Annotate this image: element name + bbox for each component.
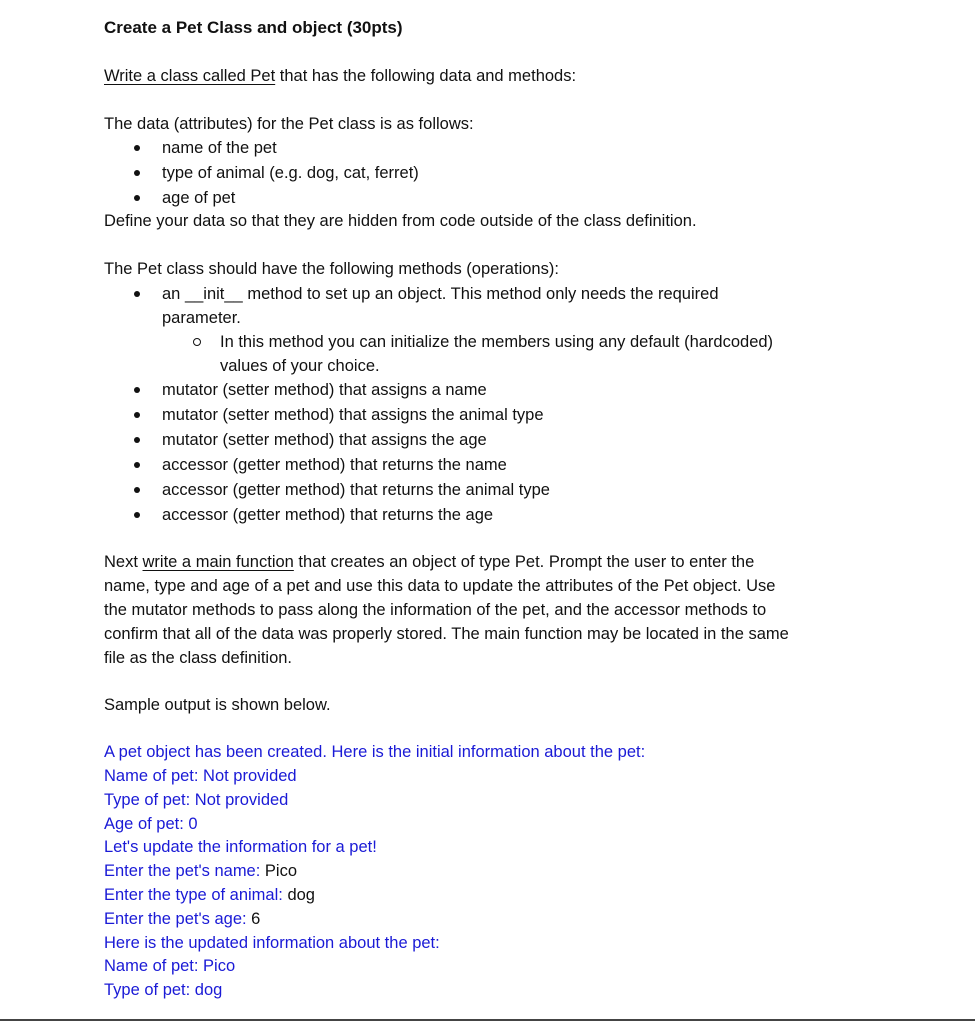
output-line xyxy=(104,885,315,905)
init-description-cont: parameter. xyxy=(162,309,241,327)
init-description: method to set up an object. This method only needs the required xyxy=(242,285,719,303)
bullet-icon xyxy=(134,145,140,151)
data-item: age of pet xyxy=(162,189,236,207)
method-item: accessor (getter method) that returns the animal type xyxy=(162,481,550,499)
output-prompt: Enter the type of animal: xyxy=(104,886,288,904)
main-paragraph-line: the mutator methods to pass along the information of the pet, and the accessor methods to xyxy=(104,601,767,619)
bullet-icon xyxy=(134,437,140,443)
main-paragraph-line: name, type and age of a pet and use this data to update the attributes of the Pet object. Use xyxy=(104,577,776,595)
method-item: mutator (setter method) that assigns the age xyxy=(162,431,487,449)
output-user-input: Pico xyxy=(264,862,298,880)
bullet-icon xyxy=(134,195,140,201)
bullet-icon xyxy=(134,291,140,297)
output-line: Type of pet: Not provided xyxy=(104,791,289,809)
output-line: Type of pet: dog xyxy=(104,981,223,999)
bullet-icon xyxy=(134,412,140,418)
method-item: mutator (setter method) that assigns a name xyxy=(162,381,487,399)
output-line: A pet object has been created. Here is the initial information about the pet: xyxy=(104,743,646,761)
data-heading: The data (attributes) for the Pet class is as follows: xyxy=(104,115,474,133)
data-item: name of the pet xyxy=(162,139,277,157)
page-title: Create a Pet Class and object (30pts) xyxy=(104,18,403,37)
output-line: Name of pet: Not provided xyxy=(104,767,297,785)
page-bottom-divider xyxy=(0,1019,975,1021)
bullet-icon xyxy=(134,512,140,518)
bullet-icon xyxy=(134,170,140,176)
main-paragraph-line xyxy=(104,552,754,572)
output-user-input: dog xyxy=(287,886,315,904)
bullet-icon xyxy=(134,462,140,468)
bullet-icon xyxy=(134,487,140,493)
init-subitem: In this method you can initialize the members using any default (hardcoded) xyxy=(220,333,774,351)
output-prompt: Enter the pet's name: xyxy=(104,862,265,880)
output-prompt: Enter the pet's age: xyxy=(104,910,252,928)
init-prefix: an xyxy=(162,285,185,303)
output-line xyxy=(104,909,260,929)
intro-line xyxy=(104,66,576,86)
method-item: accessor (getter method) that returns the age xyxy=(162,506,494,524)
main-paragraph-line: file as the class definition. xyxy=(104,649,293,667)
hollow-bullet-icon xyxy=(193,338,201,346)
main-underlined-text: write a main function xyxy=(142,553,294,571)
method-item: mutator (setter method) that assigns the animal type xyxy=(162,406,544,424)
output-line: Age of pet: 0 xyxy=(104,815,198,833)
data-item: type of animal (e.g. dog, cat, ferret) xyxy=(162,164,419,182)
output-line: Here is the updated information about the pet: xyxy=(104,934,440,952)
main-line1-rest: that creates an object of type Pet. Prompt the user to enter the xyxy=(293,553,755,571)
output-line: Name of pet: Pico xyxy=(104,957,236,975)
main-paragraph-line: confirm that all of the data was properly stored. The main function may be located in the same xyxy=(104,625,789,643)
methods-heading: The Pet class should have the following methods (operations): xyxy=(104,260,559,278)
bullet-icon xyxy=(134,387,140,393)
output-line xyxy=(104,861,297,881)
intro-underlined-text: Write a class called Pet xyxy=(104,67,276,85)
data-note: Define your data so that they are hidden from code outside of the class definition. xyxy=(104,212,697,230)
output-user-input: 6 xyxy=(251,910,261,928)
method-init xyxy=(162,284,719,304)
init-method-name: __init__ xyxy=(184,285,243,303)
output-line: Let's update the information for a pet! xyxy=(104,838,377,856)
init-subitem-cont: values of your choice. xyxy=(220,357,380,375)
sample-label: Sample output is shown below. xyxy=(104,696,331,714)
intro-rest: that has the following data and methods: xyxy=(275,67,577,85)
method-item: accessor (getter method) that returns the name xyxy=(162,456,507,474)
main-prefix: Next xyxy=(104,553,143,571)
